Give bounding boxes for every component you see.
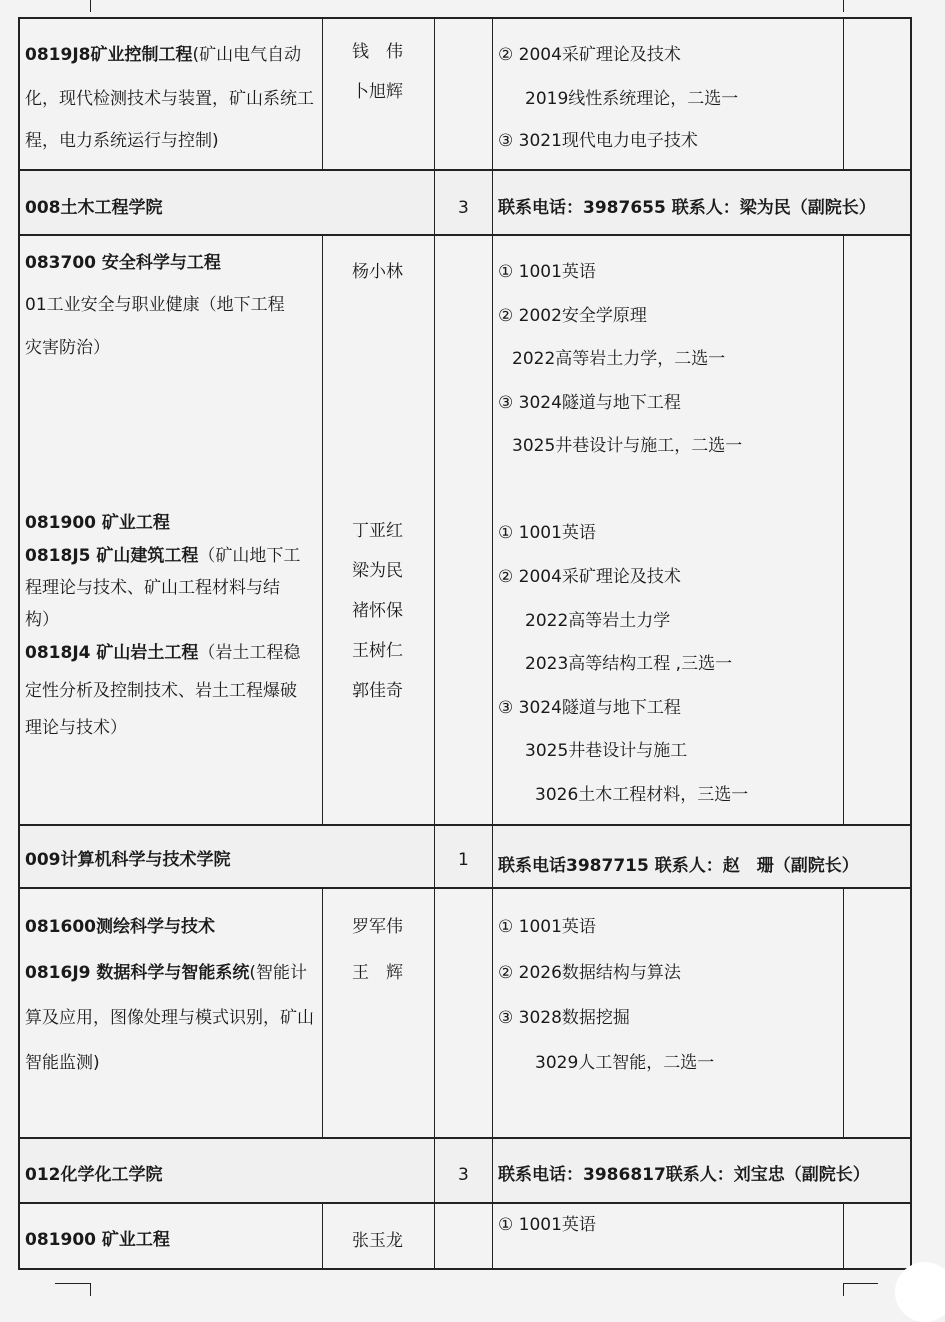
column-divider [843, 17, 844, 170]
column-divider [492, 17, 493, 1269]
major-sub-line: 程理论与技术、矿山工程材料与结 [25, 578, 280, 598]
major-sub-line: 算及应用，图像处理与模式识别，矿山 [25, 1008, 314, 1028]
exam-line: 3029人工智能，二选一 [535, 1053, 715, 1073]
exam-line: ① 1001英语 [498, 917, 596, 937]
column-divider [322, 235, 323, 825]
college-name: 008土木工程学院 [25, 198, 163, 218]
exam-line: ① 1001英语 [498, 262, 596, 282]
row-divider [18, 1137, 912, 1139]
exam-line: 2022高等岩土力学 [525, 611, 671, 631]
advisor-name: 褚怀保 [352, 601, 403, 621]
exam-line: 2023高等结构工程 ,三选一 [525, 654, 733, 674]
major-sub-line: 0818J5 矿山建筑工程（矿山地下工 [25, 546, 301, 566]
exam-line: ① 1001英语 [498, 1215, 596, 1235]
exam-line: 2022高等岩土力学，二选一 [512, 349, 726, 369]
college-count: 3 [458, 1165, 469, 1185]
advisor-name: 王 辉 [352, 963, 403, 983]
major-sub-line: 0816J9 数据科学与智能系统(智能计 [25, 963, 308, 983]
major-sub-line: 构） [25, 610, 59, 630]
row-divider [18, 234, 912, 236]
major-direction: 灾害防治） [25, 338, 110, 358]
major-title: 083700 安全科学与工程 [25, 253, 221, 273]
page-edge-mark [55, 1283, 90, 1284]
column-divider [843, 888, 844, 1138]
major-title: 081900 矿业工程 [25, 513, 170, 533]
page-corner-highlight [895, 1262, 945, 1322]
row-divider [18, 1202, 912, 1204]
exam-line: 3025井巷设计与施工，二选一 [512, 436, 743, 456]
exam-line: ③ 3021现代电力电子技术 [498, 131, 698, 151]
college-name: 012化学化工学院 [25, 1165, 163, 1185]
major-line: 程，电力系统运行与控制) [25, 131, 219, 151]
column-divider [434, 17, 435, 1269]
major-line: 0819J8矿业控制工程(矿山电气自动 [25, 45, 302, 65]
column-divider [322, 17, 323, 170]
college-contact: 联系电话：3987655 联系人：梁为民（副院长） [498, 198, 876, 218]
row-divider [18, 1268, 912, 1270]
exam-line: 3025井巷设计与施工 [525, 741, 688, 761]
college-name: 009计算机科学与技术学院 [25, 850, 231, 870]
college-contact: 联系电话：3986817联系人：刘宝忠（副院长） [498, 1165, 870, 1185]
major-sub-line: 定性分析及控制技术、岩土工程爆破 [25, 681, 297, 701]
advisor-name: 杨小林 [352, 262, 403, 282]
advisor-name: 郭佳奇 [352, 681, 403, 701]
column-divider [322, 888, 323, 1138]
advisor-name: 卜旭辉 [352, 82, 403, 102]
page-edge-mark [843, 0, 844, 12]
row-divider [18, 887, 912, 889]
major-sub-line: 智能监测) [25, 1053, 100, 1073]
major-title: 081900 矿业工程 [25, 1230, 170, 1250]
row-divider [18, 17, 912, 19]
exam-line: 2019线性系统理论，二选一 [525, 89, 739, 109]
advisor-name: 梁为民 [352, 561, 403, 581]
exam-line: ① 1001英语 [498, 523, 596, 543]
exam-line: 3026土木工程材料，三选一 [535, 785, 749, 805]
row-divider [18, 824, 912, 826]
page-edge-mark [843, 1283, 844, 1296]
exam-line: ③ 3028数据挖掘 [498, 1008, 630, 1028]
advisor-name: 罗军伟 [352, 917, 403, 937]
page-edge-mark [90, 0, 91, 12]
exam-line: ② 2004采矿理论及技术 [498, 567, 681, 587]
major-direction: 01工业安全与职业健康（地下工程 [25, 295, 285, 315]
column-divider [843, 1203, 844, 1269]
advisor-name: 张玉龙 [352, 1231, 403, 1251]
college-count: 3 [458, 198, 469, 218]
major-line: 化，现代检测技术与装置，矿山系统工 [25, 89, 314, 109]
exam-line: ③ 3024隧道与地下工程 [498, 698, 681, 718]
exam-line: ③ 3024隧道与地下工程 [498, 393, 681, 413]
major-sub-line: 0818J4 矿山岩土工程（岩土工程稳 [25, 643, 301, 663]
exam-line: ② 2026数据结构与算法 [498, 963, 681, 983]
advisor-name: 丁亚红 [352, 521, 403, 541]
row-divider [18, 169, 912, 171]
college-count: 1 [458, 850, 469, 870]
page-edge-mark [843, 1283, 878, 1284]
advisor-name: 钱 伟 [352, 42, 403, 62]
major-code-title: 0819J8矿业控制工程 [25, 45, 193, 65]
advisor-name: 王树仁 [352, 641, 403, 661]
major-sub-line: 理论与技术） [25, 718, 127, 738]
major-title: 081600测绘科学与技术 [25, 917, 215, 937]
table-border [910, 17, 912, 1269]
page-edge-mark [90, 1283, 91, 1296]
column-divider [322, 1203, 323, 1269]
column-divider [843, 235, 844, 825]
exam-line: ② 2004采矿理论及技术 [498, 45, 681, 65]
table-border [18, 17, 20, 1269]
exam-line: ② 2002安全学原理 [498, 306, 647, 326]
college-contact: 联系电话3987715 联系人：赵 珊（副院长） [498, 856, 859, 876]
